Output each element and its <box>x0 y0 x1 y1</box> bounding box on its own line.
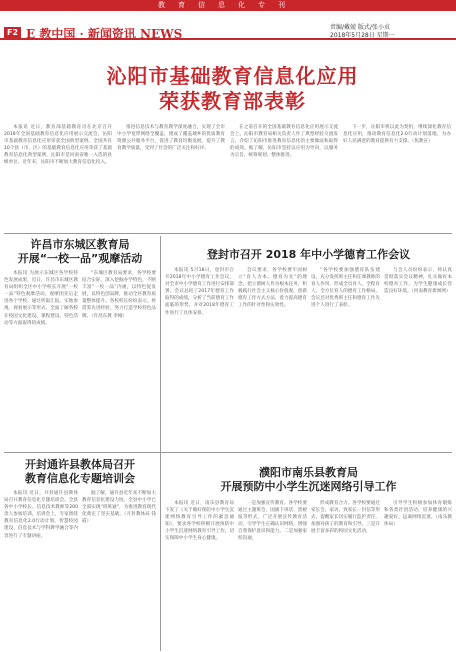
article5-col1: 本报讯 近日，南乐县教育局下发了《关于做好预防中小学生沉迷网络教育引导工作的紧急通知》，要求各学校积极开展预防中小学生沉迷网络教育引导工作，切实保障中小学生身心健康。 <box>165 501 234 542</box>
headline-line1: 沁阳市基础教育信息化应用 <box>106 64 359 88</box>
article5-col3: 形成教育合力。各学校要通过家长会、家访、致家长一封信等形式，提醒家长切实履行监护责任，加强对孩子的教育和引导。三是开展丰富多彩的校园文化活动， <box>311 501 380 535</box>
editor-line: 责编/戴兢 版式/张小贞 <box>330 24 390 31</box>
article3-col4: 与会人员纷纷表示，将认真贯彻落实会议精神，扎实做好本校德育工作，为学生健康成长营造良好环境。（河南教育新闻网） <box>384 268 452 295</box>
article5-title: 濮阳市南乐县教育局 开展预防中小学生沉迷网络引导工作 <box>220 466 397 493</box>
page-number: F2 <box>4 27 21 38</box>
divider <box>4 233 452 234</box>
article1-col4: 下一步，沁阳市将以此为契机，继续深化教育信息化应用，推动教育信息化2.0行动计划落地，为办好人民满意的教育提供有力支撑。（焦教宣） <box>343 125 451 145</box>
article5-col2: 一是加强宣传教育。各学校要通过主题班会、国旗下讲话、黑板报等形式，广泛开展宣传教育活动，引导学生正确认识网络，增强自我保护意识和能力。二是加强家校沟通， <box>238 501 307 542</box>
article5-col4: 引导学生积极参加体育锻炼和各类社团活动，培养健康的兴趣爱好，远离网络沉迷。（南乐教体局） <box>384 501 452 528</box>
article4-title: 开封通许县教体局召开 教育信息化专题培训会 <box>25 458 135 485</box>
article2-col2: “东城区教育局要求，各学校要结合实际，深入挖掘办学特色，不断丰富“一校一品”内涵，以特色促发展，以特色创品牌，推动全区教育质量整体提升。各校校长纷纷表示，将借鉴先进经验，努力打造学校特色品牌。（许昌东教 李刚） <box>82 271 156 319</box>
divider <box>4 452 452 453</box>
editor-box <box>330 24 450 40</box>
article2-col1: 本报讯 为展示东城区各学校特色发展成果，近日，许昌市东城区教育局组织全区中小学校长开展“一校一品”特色观摩活动。观摩团先后走进各个学校，通过听取汇报、实地参观、观看展示等形式，全面了解各校在校园文化建设、课程建设、特色活动等方面取得的成绩。 <box>4 271 78 326</box>
article3-col3: “各学校要加强德育队伍建设，充分发挥班主任和任课教师的育人作用，形成全员育人、全程育人、全方位育人的德育工作格局。会议还对优秀班主任和德育工作先进个人进行了表彰。 <box>311 268 380 309</box>
banner-title: 教育信息化专刊 <box>158 1 298 9</box>
article3-title: 登封市召开 2018 年中小学德育工作会议 <box>206 248 411 261</box>
main-headline <box>60 64 405 114</box>
article3-col2: 会议要求，各学校要牢固树立“育人为本、德育为先”的理念，把立德树人作为根本任务，积极践行社会主义核心价值观，创新德育工作方式方法，着力提高德育工作的针对性和实效性。 <box>238 268 307 309</box>
article1-col2: 推进信息技术与教育教学深度融合，实现了全市中小学宽带网络全覆盖，建成了覆盖城乡的优质教育资源公共服务平台，促进了教育均衡发展，提升了教育教学质量，受到了社会的广泛关注和好评。 <box>117 125 225 152</box>
article2-title: 许昌市东城区教育局 开展“一校一品”观摩活动 <box>17 238 143 265</box>
article4-col1: 本报讯 近日，开封通许县教体局召开教育信息化专题培训会。全县各中小学校长、信息技术教师等200余人参加培训。培训会上，专家围绕教育信息化2.0行动计划、智慧校园建设、信息技术与学科教学融合等内容进行了专题讲座。 <box>4 491 78 539</box>
article3-col1: 本报讯 5月18日，登封市召开2018年中小学德育工作会议，对全市中小学德育工作进行安排部署。会议总结了2017年德育工作取得的成绩，分析了当前德育工作面临的形势，并对2018年德育工作进行了具体安排。 <box>165 268 234 316</box>
article4-col2: 据了解，通许县近年来不断加大教育信息化建设力度，全县中小学已全部实现“班班通”，为推进教育现代化奠定了坚实基础。（开封教体局 钱霞） <box>82 491 156 525</box>
article1-col1: 本报讯 近日，教育部基础教育司在北京召开2018年全国基础教育信息化应用展示交流会，沁阳市基础教育信息化应用荣获全国典型案例。全国共有10个县（市、区）的基础教育信息化应用荣获了基础教育信息化典型案例，沁阳市是河南省唯一入选的县级单位。近年来，沁阳市不断加大教育信息化投入， <box>4 125 112 166</box>
masthead <box>0 11 456 40</box>
article1-col3: 在之前召开的全国基础教育信息化应用展示交流会上，沁阳市教育局相关负责人作了典型经验交流发言，介绍了沁阳市推进教育信息化的主要做法和取得的成效。据了解，沁阳市坚持以应用为导向，以服务为宗旨，统筹规划，整体推进。 <box>230 125 338 159</box>
column-divider <box>160 236 161 651</box>
headline-line2: 荣获教育部表彰 <box>159 89 306 113</box>
brand-title: E 教中国 · 新闻资讯 NEWS <box>26 27 183 41</box>
date-line: 2018年5月28日 星期一 <box>330 32 395 39</box>
